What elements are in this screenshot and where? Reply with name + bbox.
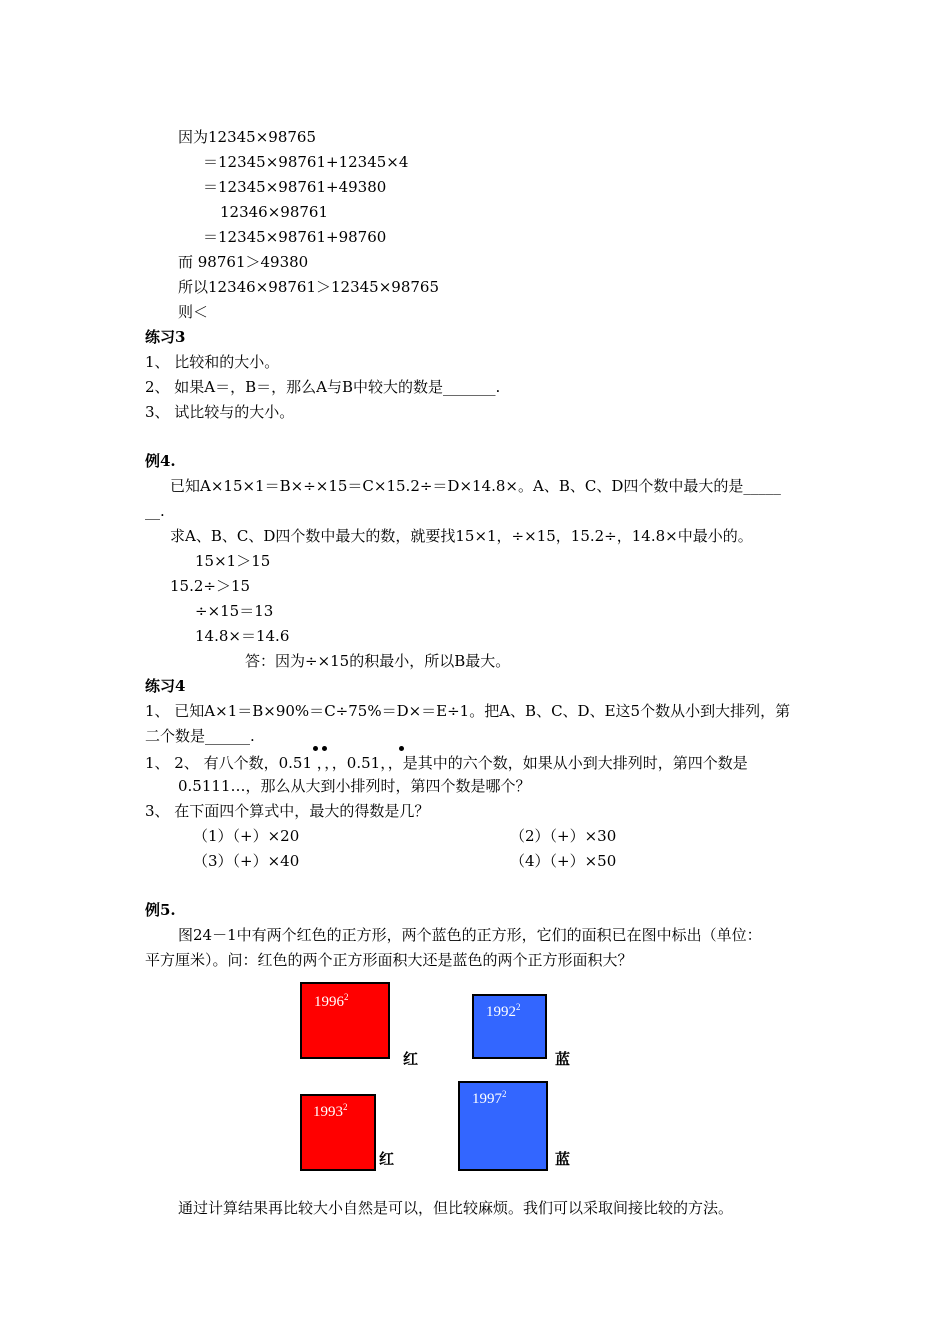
example-5-problem: 图24－1中有两个红色的正方形，两个蓝色的正方形，它们的面积已在图中标出（单位： [178,926,762,944]
solution-line-2: ＝12345×98761+12345×4 [203,153,409,171]
example-4-solution-2: 15×1＞15 [195,552,271,570]
solution-line-7: 所以12346×98761＞12345×98765 [178,278,440,296]
practice-3-question-3: 3、 试比较与的大小。 [145,403,295,421]
red-square [300,1094,376,1171]
example-4-answer: 答：因为÷×15的积最小，所以B最大。 [245,652,511,670]
practice-4-option-1: （1）（+）×20 [193,827,300,845]
solution-line-1: 因为12345×98765 [178,128,317,146]
solution-line-6: 而 98761＞49380 [178,253,309,271]
square-caption-blue: 蓝 [555,1050,571,1068]
repeat-dot-mark [399,746,404,751]
practice-4-heading: 练习4 [145,677,186,695]
red-square [300,982,390,1059]
example-4-statement: 已知A×15×1＝B×÷×15＝C×15.2÷＝D×14.8×。A、B、C、D四个数中最大的是_____ [170,477,781,495]
practice-4-question-3: 3、 在下面四个算式中，最大的得数是几？ [145,802,430,820]
example-4-solution-3: 15.2÷＞15 [170,577,251,595]
solution-line-5: ＝12345×98761+98760 [203,228,387,246]
practice-4-option-2: （2）（+）×30 [510,827,617,845]
practice-4-option-3: （3）（+）×40 [193,852,300,870]
practice-3-heading: 练习3 [145,328,186,346]
practice-3-question-2: 2、 如果A＝，B＝，那么A与B中较大的数是_______. [145,378,501,396]
square-caption-blue: 蓝 [555,1150,571,1168]
example-5-problem-cont: 平方厘米）。问：红色的两个正方形面积大还是蓝色的两个正方形面积大？ [145,951,633,969]
square-caption-red: 红 [379,1150,395,1168]
example-4-heading: 例4. [145,452,176,470]
example-4-solution-4: ÷×15＝13 [195,602,274,620]
blue-square [458,1081,548,1171]
square-caption-red: 红 [403,1050,419,1068]
example-4-solution-1: 求A、B、C、D四个数中最大的数，就要找15×1，÷×15，15.2÷，14.8×中最小的。 [170,527,753,545]
practice-4-question-2: 1、 2、 有八个数，0.51 ，，，0.51，，是其中的六个数，如果从小到大排列时，第四个数是 [145,754,748,772]
solution-line-4: 12346×98761 [220,203,329,221]
solution-line-8: 则＜ [178,303,209,321]
repeat-dot-mark [322,746,327,751]
square-area-label: 1992$^2$ [486,1002,521,1020]
square-area-label: 1997$^2$ [472,1089,507,1107]
practice-4-question-1-cont: 二个数是______. [145,727,255,745]
square-area-label: 1996$^2$ [314,992,349,1010]
example-4-statement-cont: __. [145,502,165,520]
square-area-label: 1993$^2$ [313,1102,348,1120]
practice-4-question-2-cont: 0.5111…，那么从大到小排列时，第四个数是哪个？ [178,777,531,795]
practice-3-question-1: 1、 比较和的大小。 [145,353,280,371]
practice-4-question-1: 1、 已知A×1＝B×90%＝C÷75%＝D×＝E÷1。把A、B、C、D、E这5个数从小到大排列，第 [145,702,791,720]
solution-line-3: ＝12345×98761+49380 [203,178,387,196]
repeat-dot-mark [313,746,318,751]
example-4-solution-5: 14.8×＝14.6 [195,627,290,645]
example-5-heading: 例5. [145,901,176,919]
practice-4-option-4: （4）（+）×50 [510,852,617,870]
example-5-conclusion: 通过计算结果再比较大小自然是可以，但比较麻烦。我们可以采取间接比较的方法。 [178,1199,734,1217]
blue-square [472,994,547,1059]
